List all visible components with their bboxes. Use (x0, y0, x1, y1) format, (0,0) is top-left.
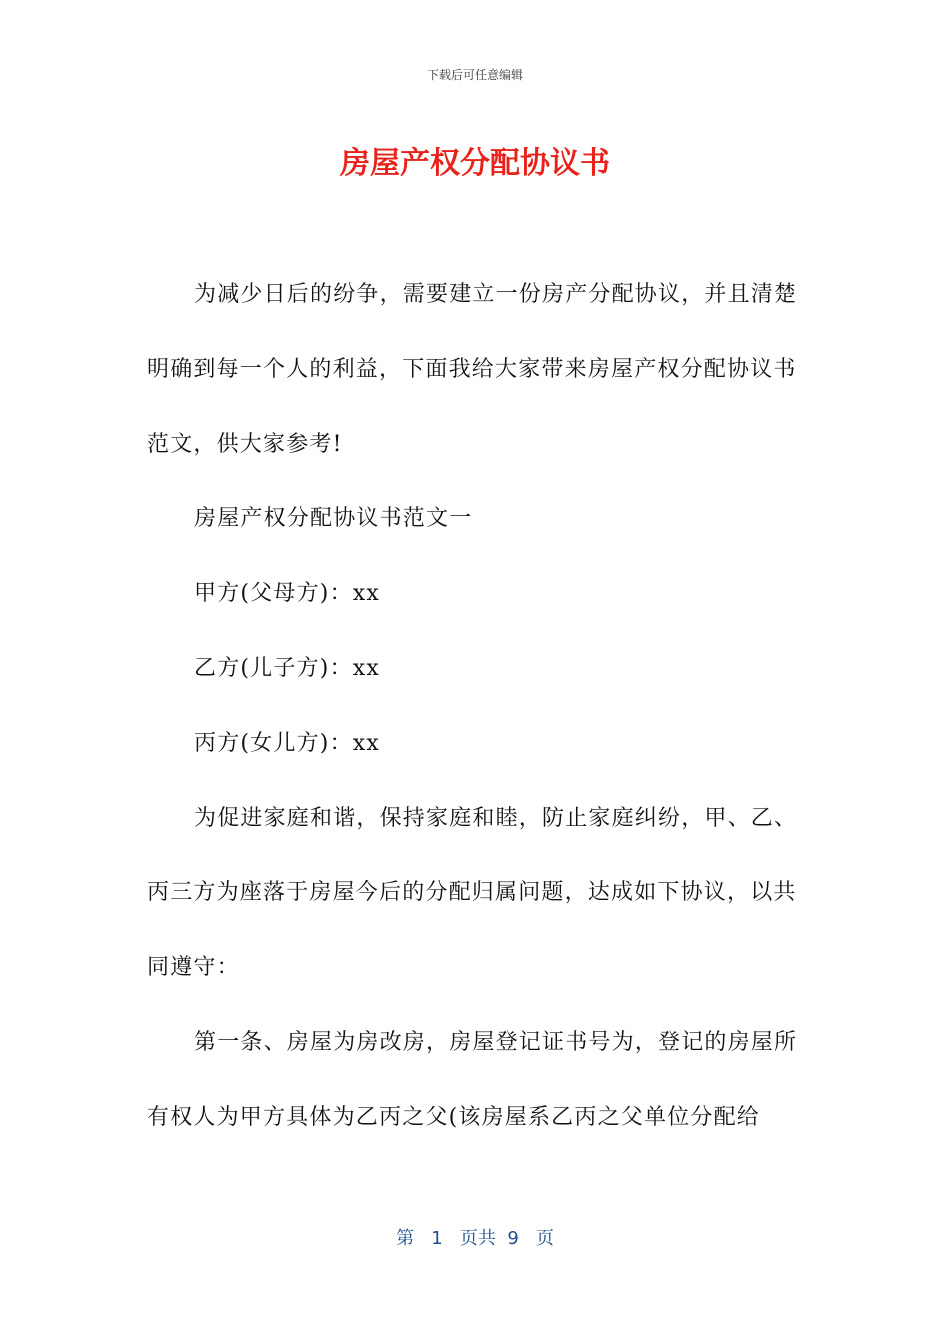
footer-total-pages: 9 (507, 1228, 519, 1249)
page-footer (0, 1224, 950, 1250)
paragraph-party-c: 丙方(女儿方)：xx (194, 730, 380, 756)
header-note: 下载后可任意编辑 (426, 68, 523, 82)
footer-mid: 页共 (459, 1228, 496, 1249)
footer-page-number: 1 (431, 1228, 443, 1249)
footer-suffix: 页 (535, 1228, 554, 1249)
paragraph-sample-heading: 房屋产权分配协议书范文一 (194, 506, 473, 532)
paragraph-article-one: 第一条、房屋为房改房，房屋登记证书号为，登记的房屋所有权人为甲方具体为乙丙之父(该房屋系乙丙之父单位分配给 (147, 1029, 798, 1130)
paragraph-party-b: 乙方(儿子方)：xx (194, 655, 380, 681)
paragraph-intro: 为减少日后的纷争，需要建立一份房产分配协议，并且清楚明确到每一个人的利益，下面我给大家带来房屋产权分配协议书范文，供大家参考! (147, 282, 798, 457)
document-body (147, 258, 807, 1156)
paragraph-party-a: 甲方(父母方)：xx (194, 581, 380, 607)
paragraph-agreement-purpose: 为促进家庭和谐，保持家庭和睦，防止家庭纠纷，甲、乙、丙三方为座落于房屋今后的分配归属问题，达成如下协议，以共同遵守： (147, 805, 798, 981)
footer-prefix: 第 (396, 1228, 415, 1249)
document-title: 房屋产权分配协议书 (340, 146, 610, 181)
